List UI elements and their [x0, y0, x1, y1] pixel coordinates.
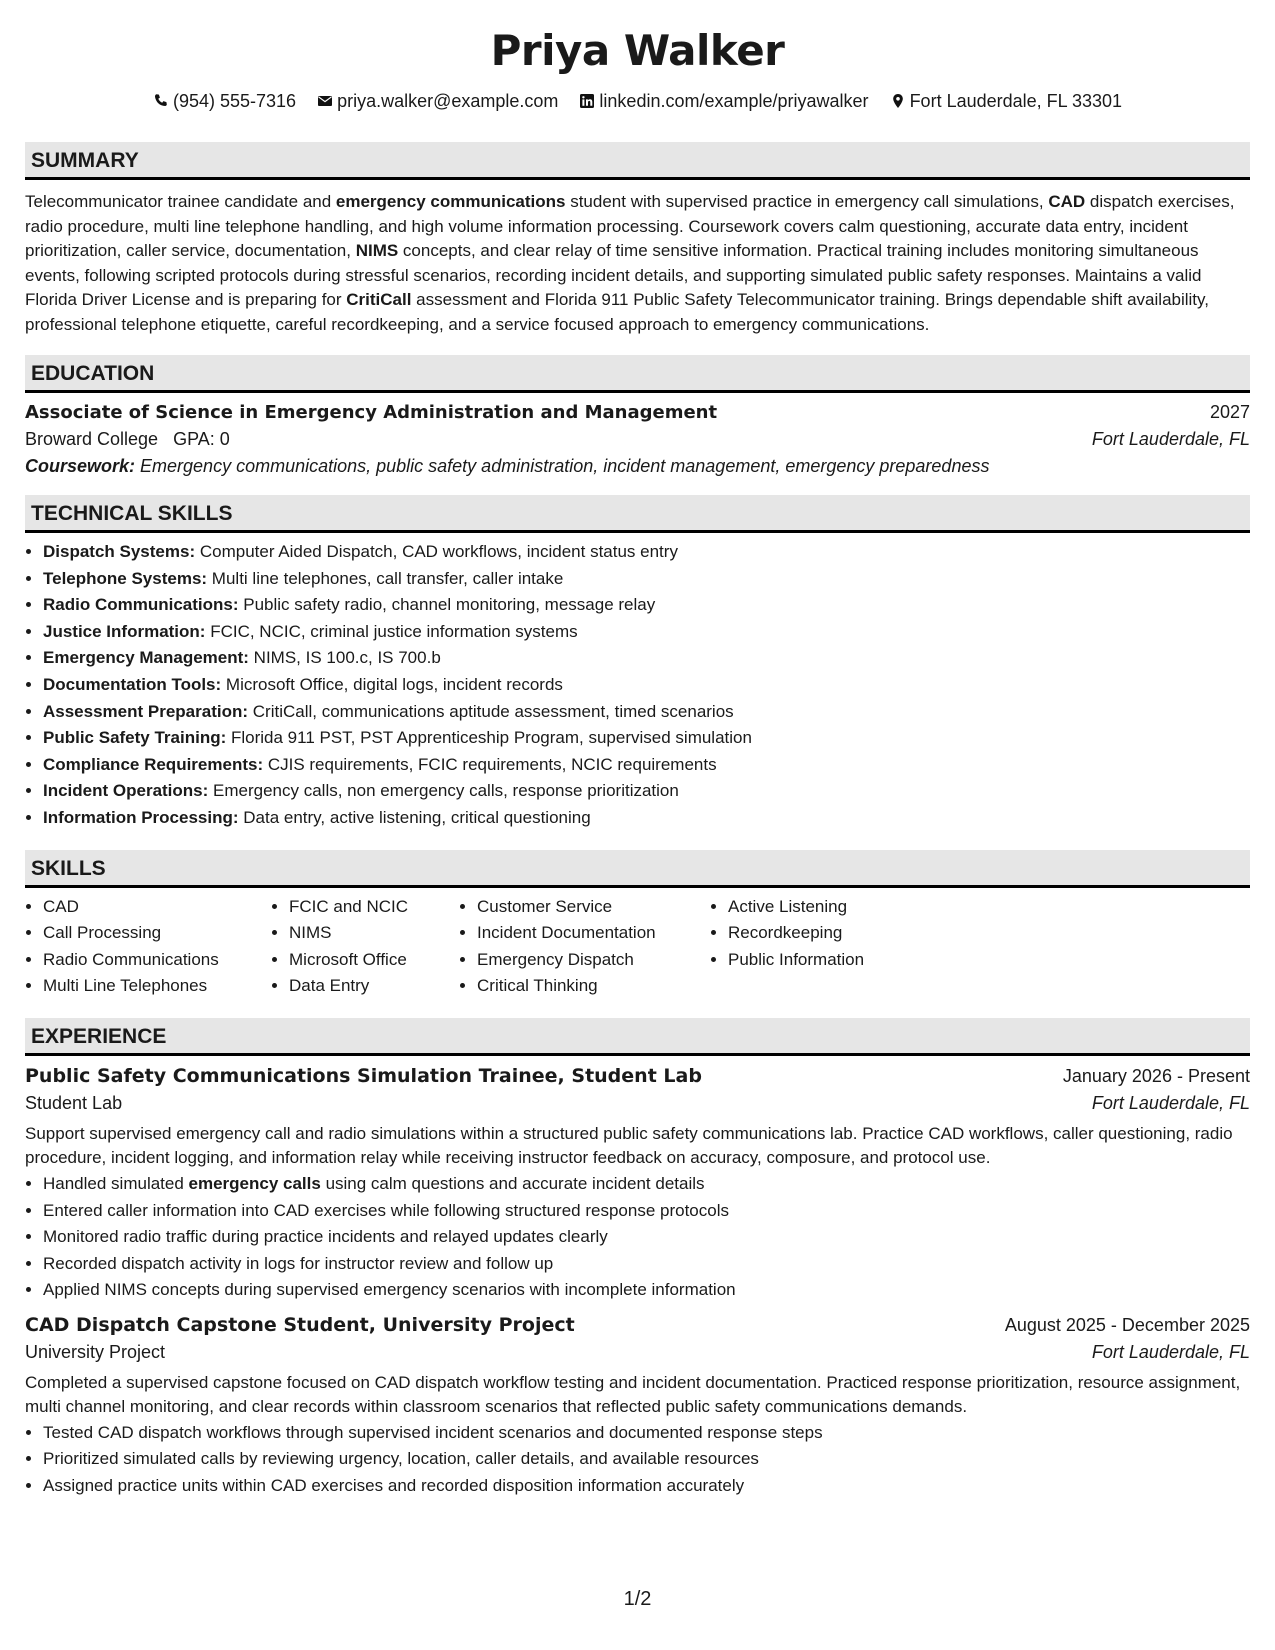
list-item: [43, 566, 1250, 593]
skill-value: Multi line telephones, call transfer, caller intake: [207, 568, 564, 588]
list-item: • Recorded dispatch activity in logs for instructor review and follow up: [43, 1251, 1250, 1278]
skill-label: Dispatch Systems:: [43, 542, 196, 561]
summary-part: student with supervised practice in emergency call simulations,: [565, 192, 1049, 211]
school-location: Fort Lauderdale, FL: [1091, 429, 1250, 449]
list-item: [43, 752, 1250, 779]
school-name: Broward College: [25, 429, 159, 449]
skill-label: Justice Information:: [43, 621, 206, 641]
job-location: Fort Lauderdale, FL: [1091, 1092, 1250, 1113]
list-item: • Entered caller information into CAD exercises while following structured response protocols: [43, 1198, 1250, 1225]
list-item: • CAD: [43, 894, 271, 921]
skill-label: Incident Operations:: [43, 781, 209, 801]
skill-label: Documentation Tools:: [43, 674, 222, 694]
summary-heading: SUMMARY: [25, 142, 1250, 180]
skill-value: CritiCall, communications aptitude assessment, timed scenarios: [248, 701, 734, 721]
list-item: • Assigned practice units within CAD exercises and recorded disposition information accurately: [43, 1473, 1250, 1500]
contact-location: [890, 89, 1122, 113]
location-text: Fort Lauderdale, FL 33301: [909, 91, 1123, 112]
bullet-text: using calm questions and accurate incident details: [320, 1173, 705, 1193]
list-item: [43, 645, 1250, 672]
job-entry: [25, 1065, 1250, 1304]
list-item: • Monitored radio traffic during practice incidents and relayed updates clearly: [43, 1224, 1250, 1251]
list-item: • Critical Thinking: [477, 973, 710, 1000]
list-item: [43, 592, 1250, 619]
list-item: • Recordkeeping: [728, 920, 948, 947]
job-description: Support supervised emergency call and radio simulations within a structured public safety communications lab. Practice CAD workflows, caller questioning, radio procedure, incident logging, and information relay while receiving instructor feedback on accuracy, composure, and protocol use.: [25, 1123, 1233, 1168]
summary-text: [25, 190, 1250, 337]
list-item: [43, 725, 1250, 752]
job-location: Fort Lauderdale, FL: [1091, 1341, 1250, 1362]
list-item: [43, 778, 1250, 805]
summary-bold: NIMS: [355, 241, 399, 260]
degree-title: Associate of Science in Emergency Administration and Management: [25, 402, 718, 423]
skill-label: Telephone Systems:: [43, 568, 208, 588]
skill-value: NIMS, IS 100.c, IS 700.b: [248, 648, 441, 668]
candidate-name: Priya Walker: [490, 26, 785, 75]
job-subheader: [25, 1342, 1250, 1363]
education-row: [25, 402, 1250, 423]
skill-value: Florida 911 PST, PST Apprenticeship Program, supervised simulation: [226, 728, 752, 748]
graduation-year: 2027: [1209, 402, 1250, 422]
skill-value: FCIC, NCIC, criminal justice information systems: [205, 621, 578, 641]
skills-grid: [25, 894, 1250, 1000]
skills-heading: SKILLS: [25, 850, 1250, 888]
coursework-label: Coursework:: [25, 456, 136, 476]
skill-value: CJIS requirements, FCIC requirements, NCIC requirements: [263, 754, 717, 774]
resume-page: [25, 0, 1250, 1500]
job-bullets: [25, 1420, 1250, 1500]
list-item: [43, 1171, 1250, 1198]
list-item: • Active Listening: [728, 894, 948, 921]
summary-part: concepts, and clear relay of time sensitive information. Practical training includes monitoring simultaneous events, following scripted protocols during stressful scenarios, recording incident details, and supporting simulated public safety responses. Maintains a valid Florida Driver License and is preparing for: [25, 241, 1202, 309]
summary-part: dispatch exercises, radio procedure, multi line telephone handling, and high volume information processing. Coursework covers calm questioning, accurate data entry, incident prioritization, caller service, documentation,: [25, 192, 1235, 260]
skills-column: [271, 894, 459, 1000]
skill-value: Microsoft Office, digital logs, incident records: [221, 674, 563, 694]
list-item: • Tested CAD dispatch workflows through supervised incident scenarios and documented response steps: [43, 1420, 1250, 1447]
skill-label: Public Safety Training:: [43, 728, 227, 748]
list-item: • Data Entry: [289, 973, 459, 1000]
job-subheader: [25, 1093, 1250, 1114]
skill-label: Radio Communications:: [43, 595, 239, 615]
job-bullets: [25, 1171, 1250, 1304]
job-entry: [25, 1314, 1250, 1500]
technical-skills-heading: TECHNICAL SKILLS: [25, 495, 1250, 533]
skill-label: Assessment Preparation:: [43, 701, 249, 721]
list-item: • Call Processing: [43, 920, 271, 947]
technical-skills-list: [25, 539, 1250, 832]
list-item: • Prioritized simulated calls by reviewing urgency, location, caller details, and available resources: [43, 1446, 1250, 1473]
map-pin-icon: [890, 93, 906, 109]
list-item: • Incident Documentation: [477, 920, 710, 947]
school-row: [25, 429, 1250, 450]
contact-email: [317, 89, 558, 113]
summary-part: Telecommunicator trainee candidate and: [25, 192, 336, 211]
job-org: University Project: [25, 1341, 166, 1362]
job-title: Public Safety Communications Simulation Trainee, Student Lab: [25, 1064, 702, 1087]
email-text: priya.walker@example.com: [337, 91, 559, 112]
bullet-bold: emergency calls: [188, 1173, 321, 1193]
list-item: • Customer Service: [477, 894, 710, 921]
list-item: [43, 699, 1250, 726]
list-item: [43, 672, 1250, 699]
skill-value: Data entry, active listening, critical questioning: [238, 807, 591, 827]
summary-bold: CritiCall: [346, 290, 412, 309]
summary-part: assessment and Florida 911 Public Safety Telecommunicator training. Brings dependable shift availability, professional telephone etiquette, careful recordkeeping, and a service focused approach to emergency communications.: [25, 290, 1209, 334]
experience-heading: EXPERIENCE: [25, 1018, 1250, 1056]
skills-column: [459, 894, 710, 1000]
list-item: • NIMS: [289, 920, 459, 947]
contact-phone: [153, 89, 296, 113]
job-description: Completed a supervised capstone focused on CAD dispatch workflow testing and incident documentation. Practiced response prioritization, resource assignment, multi channel monitoring, and clear records within classroom scenarios that reflected public safety communications demands.: [25, 1372, 1241, 1417]
education-heading: EDUCATION: [25, 355, 1250, 393]
job-org: Student Lab: [25, 1092, 123, 1113]
list-item: [43, 619, 1250, 646]
summary-bold: CAD: [1048, 192, 1086, 211]
skill-value: Computer Aided Dispatch, CAD workflows, incident status entry: [195, 542, 678, 561]
skills-column: [710, 894, 948, 1000]
linkedin-icon: [579, 93, 595, 109]
skill-label: Information Processing:: [43, 807, 239, 827]
job-dates: August 2025 - December 2025: [1004, 1314, 1250, 1335]
skill-value: Emergency calls, non emergency calls, response prioritization: [208, 781, 679, 801]
contact-line: [25, 88, 1250, 112]
job-header: [25, 1314, 1250, 1336]
phone-text: (954) 555-7316: [172, 91, 297, 112]
skill-value: Public safety radio, channel monitoring, message relay: [238, 595, 656, 615]
job-title: CAD Dispatch Capstone Student, University Project: [25, 1313, 575, 1336]
phone-icon: [153, 93, 169, 109]
list-item: [43, 805, 1250, 832]
page-number: 1/2: [623, 1588, 652, 1610]
list-item: • FCIC and NCIC: [289, 894, 459, 921]
bullet-text: Handled simulated: [43, 1173, 189, 1193]
coursework-text: Emergency communications, public safety administration, incident management, emergency preparedness: [135, 456, 990, 476]
gpa: GPA: 0: [173, 429, 230, 449]
list-item: • Public Information: [728, 947, 948, 974]
skills-column: [25, 894, 271, 1000]
summary-bold: emergency communications: [335, 192, 566, 211]
list-item: • Applied NIMS concepts during supervised emergency scenarios with incomplete information: [43, 1277, 1250, 1304]
school-info: [25, 429, 230, 450]
skill-label: Emergency Management:: [43, 648, 249, 668]
coursework: [25, 456, 1250, 477]
job-header: [25, 1065, 1250, 1087]
list-item: [43, 539, 1250, 566]
skill-label: Compliance Requirements:: [43, 754, 264, 774]
job-dates: January 2026 - Present: [1062, 1065, 1250, 1086]
contact-linkedin: [579, 89, 868, 113]
list-item: • Microsoft Office: [289, 947, 459, 974]
list-item: • Emergency Dispatch: [477, 947, 710, 974]
list-item: • Multi Line Telephones: [43, 973, 271, 1000]
envelope-icon: [317, 93, 333, 109]
linkedin-text: linkedin.com/example/priyawalker: [599, 91, 869, 112]
list-item: • Radio Communications: [43, 947, 271, 974]
